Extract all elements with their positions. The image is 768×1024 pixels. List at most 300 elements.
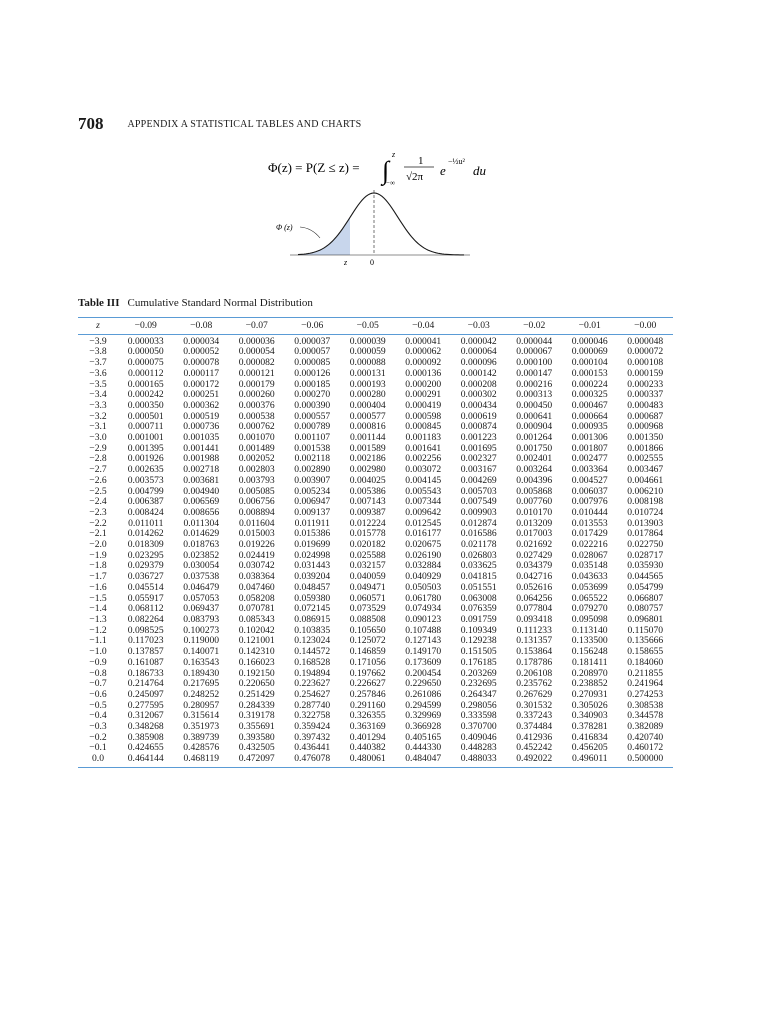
probability-cell: 0.024998 [294,549,331,561]
probability-cell: 0.232695 [460,678,497,690]
z-value-cell: −3.7 [89,357,107,369]
z-value-cell: −1.8 [89,560,107,572]
probability-cell: 0.002118 [294,453,331,465]
z-value-cell: −1.1 [89,635,107,647]
probability-cell: 0.000033 [127,335,164,347]
column-header: −0.00 [618,318,674,335]
probability-cell: 0.059380 [294,592,331,604]
probability-cell: 0.000260 [238,389,275,401]
probability-cell: 0.020675 [405,539,442,551]
probability-cell: 0.186733 [127,667,164,679]
probability-cell: 0.017864 [627,528,664,540]
probability-cell: 0.001807 [571,442,608,454]
probability-cell: 0.063008 [460,592,497,604]
probability-cell: 0.040059 [349,571,386,583]
probability-cell: 0.472097 [229,754,285,767]
table-caption: Cumulative Standard Normal Distribution [127,297,313,309]
probability-cell: 0.030742 [238,560,275,572]
integral-upper: z [392,150,396,159]
probability-cell: 0.058208 [238,592,275,604]
probability-cell: 0.000172 [183,378,220,390]
probability-cell: 0.043633 [571,571,608,583]
probability-cell: 0.004940 [183,485,220,497]
table-row [78,369,673,380]
probability-cell: 0.018763 [183,539,220,551]
probability-cell: 0.095098 [571,613,608,625]
probability-cell: 0.001395 [127,442,164,454]
probability-cell: 0.000067 [516,346,553,358]
cdf-table [78,317,673,768]
probability-cell: 0.000874 [460,421,497,433]
probability-cell: 0.030054 [183,560,220,572]
probability-cell: 0.000519 [183,410,220,422]
probability-cell: 0.008424 [127,506,164,518]
probability-cell: 0.257846 [349,688,386,700]
probability-cell: 0.428576 [183,742,220,754]
probability-cell: 0.109349 [460,624,497,636]
probability-cell: 0.064256 [516,592,553,604]
probability-cell: 0.133500 [571,635,608,647]
column-header: −0.07 [229,318,285,335]
probability-cell: 0.070781 [238,603,275,615]
probability-cell: 0.049471 [349,581,386,593]
probability-cell: 0.001183 [405,432,442,444]
z-value-cell: −2.2 [89,517,107,529]
probability-cell: 0.009642 [405,506,442,518]
probability-cell: 0.007549 [460,496,497,508]
probability-cell: 0.083793 [183,613,220,625]
probability-cell: 0.000050 [127,346,164,358]
probability-cell: 0.051551 [460,581,497,593]
probability-cell: 0.277595 [127,699,164,711]
probability-cell: 0.000404 [349,399,386,411]
probability-cell: 0.294599 [405,699,442,711]
probability-cell: 0.080757 [627,603,664,615]
probability-cell: 0.002718 [183,464,220,476]
probability-cell: 0.002477 [571,453,608,465]
probability-cell: 0.333598 [460,710,497,722]
probability-cell: 0.009387 [349,506,386,518]
page-header [78,114,361,134]
probability-cell: 0.001538 [294,442,331,454]
probability-cell: 0.326355 [349,710,386,722]
z-value-cell: −0.6 [89,688,107,700]
z-value-cell: −1.3 [89,613,107,625]
probability-cell: 0.000064 [460,346,497,358]
probability-cell: 0.370700 [460,721,497,733]
probability-cell: 0.096801 [627,613,664,625]
table-title [78,297,313,309]
probability-cell: 0.011604 [238,517,275,529]
probability-cell: 0.015778 [349,528,386,540]
probability-cell: 0.046479 [183,581,220,593]
probability-cell: 0.044565 [627,571,664,583]
probability-cell: 0.008198 [627,496,664,508]
probability-cell: 0.301532 [516,699,553,711]
probability-cell: 0.000302 [460,389,497,401]
probability-cell: 0.000057 [294,346,331,358]
probability-cell: 0.131357 [516,635,553,647]
phi-z-label: Φ (z) [276,223,293,232]
probability-cell: 0.366928 [405,721,442,733]
fraction-numerator: 1 [418,155,424,167]
probability-cell: 0.000142 [460,367,497,379]
table-body [78,334,673,767]
probability-cell: 0.000054 [238,346,275,358]
probability-cell: 0.001144 [349,432,386,444]
probability-cell: 0.121001 [238,635,275,647]
probability-cell: 0.374484 [516,721,553,733]
probability-cell: 0.001350 [627,432,664,444]
probability-cell: 0.000434 [460,399,497,411]
column-header-z: z [78,318,118,335]
column-header: −0.08 [174,318,230,335]
probability-cell: 0.002555 [627,453,664,465]
probability-cell: 0.001223 [460,432,497,444]
column-header: −0.03 [451,318,507,335]
probability-cell: 0.000419 [405,399,442,411]
probability-cell: 0.000096 [460,357,497,369]
z-value-cell: −3.2 [89,410,107,422]
shaded-area [298,217,350,255]
probability-cell: 0.003072 [405,464,442,476]
probability-cell: 0.000200 [405,378,442,390]
z-value-cell: −0.8 [89,667,107,679]
probability-cell: 0.206108 [516,667,553,679]
table-row [78,658,673,669]
probability-cell: 0.432505 [238,742,275,754]
probability-cell: 0.142310 [238,646,275,658]
probability-cell: 0.022750 [627,539,664,551]
probability-cell: 0.000736 [183,421,220,433]
probability-cell: 0.460172 [627,742,664,754]
probability-cell: 0.000242 [127,389,164,401]
probability-cell: 0.405165 [405,731,442,743]
probability-cell: 0.000362 [183,399,220,411]
probability-cell: 0.158655 [627,646,664,658]
probability-cell: 0.000337 [627,389,664,401]
probability-cell: 0.017003 [516,528,553,540]
probability-cell: 0.149170 [405,646,442,658]
probability-cell: 0.015386 [294,528,331,540]
probability-cell: 0.000046 [571,335,608,347]
column-header: −0.04 [396,318,452,335]
probability-cell: 0.010444 [571,506,608,518]
probability-cell: 0.036727 [127,571,164,583]
probability-cell: 0.000641 [516,410,553,422]
probability-cell: 0.047460 [238,581,275,593]
probability-cell: 0.000108 [627,357,664,369]
probability-cell: 0.032157 [349,560,386,572]
probability-cell: 0.034379 [516,560,553,572]
probability-cell: 0.319178 [238,710,275,722]
probability-cell: 0.125072 [349,635,386,647]
probability-cell: 0.235762 [516,678,553,690]
probability-cell: 0.000042 [460,335,497,347]
probability-cell: 0.006569 [183,496,220,508]
probability-cell: 0.274253 [627,688,664,700]
probability-cell: 0.011011 [128,517,164,529]
page-number: 708 [78,114,104,133]
z-value-cell: −0.1 [89,742,107,754]
probability-cell: 0.041815 [460,571,497,583]
probability-cell: 0.098525 [127,624,164,636]
probability-cell: 0.020182 [349,539,386,551]
probability-cell: 0.401294 [349,731,386,743]
probability-cell: 0.035148 [571,560,608,572]
probability-cell: 0.077804 [516,603,553,615]
probability-cell: 0.023295 [127,549,164,561]
probability-cell: 0.013553 [571,517,608,529]
probability-cell: 0.280957 [183,699,220,711]
probability-cell: 0.241964 [627,678,664,690]
column-header: −0.01 [562,318,618,335]
z-value-cell: −2.5 [89,485,107,497]
probability-cell: 0.117023 [127,635,164,647]
probability-cell: 0.001001 [127,432,164,444]
z-value-cell: −0.9 [89,656,107,668]
probability-cell: 0.107488 [405,624,442,636]
probability-cell: 0.000082 [238,357,275,369]
probability-cell: 0.001489 [238,442,275,454]
probability-cell: 0.007760 [516,496,553,508]
z-value-cell: −0.7 [89,678,107,690]
probability-cell: 0.005868 [516,485,553,497]
formula-lhs: Φ(z) = P(Z ≤ z) = [268,160,360,175]
z-value-cell: −0.4 [89,710,107,722]
probability-cell: 0.000687 [627,410,664,422]
probability-cell: 0.166023 [238,656,275,668]
probability-cell: 0.000075 [127,357,164,369]
probability-cell: 0.181411 [571,656,608,668]
probability-cell: 0.033625 [460,560,497,572]
probability-cell: 0.005543 [405,485,442,497]
probability-cell: 0.000059 [349,346,386,358]
probability-cell: 0.007143 [349,496,386,508]
probability-cell: 0.322758 [294,710,331,722]
probability-cell: 0.351973 [183,721,220,733]
probability-cell: 0.146859 [349,646,386,658]
probability-cell: 0.248252 [183,688,220,700]
probability-cell: 0.448283 [460,742,497,754]
probability-cell: 0.291160 [349,699,386,711]
z-value-cell: −3.5 [89,378,107,390]
probability-cell: 0.393580 [238,731,275,743]
z-value-cell: −3.1 [89,421,107,433]
probability-cell: 0.002186 [349,453,386,465]
probability-cell: 0.001589 [349,442,386,454]
probability-cell: 0.006947 [294,496,331,508]
z-value-cell: −3.8 [89,346,107,358]
probability-cell: 0.017429 [571,528,608,540]
z-value-cell: −2.9 [89,442,107,454]
z-value-cell: −2.6 [89,474,107,486]
probability-cell: 0.163543 [183,656,220,668]
probability-cell: 0.040929 [405,571,442,583]
probability-cell: 0.000280 [349,389,386,401]
column-header: −0.06 [285,318,341,335]
probability-cell: 0.484047 [396,754,452,767]
probability-cell: 0.025588 [349,549,386,561]
probability-cell: 0.000350 [127,399,164,411]
probability-cell: 0.000619 [460,410,497,422]
probability-cell: 0.002401 [516,453,553,465]
probability-cell: 0.029379 [127,560,164,572]
z-value-cell: −1.4 [89,603,107,615]
probability-cell: 0.055917 [127,592,164,604]
z-value-cell: −1.9 [89,549,107,561]
label-pointer [300,227,320,238]
probability-cell: 0.065522 [571,592,608,604]
probability-cell: 0.039204 [294,571,331,583]
probability-cell: 0.115070 [627,624,664,636]
table-row [78,583,673,594]
probability-cell: 0.009137 [294,506,331,518]
probability-cell: 0.105650 [349,624,386,636]
probability-cell: 0.267629 [516,688,553,700]
probability-cell: 0.000291 [405,389,442,401]
probability-cell: 0.091759 [460,613,497,625]
probability-cell: 0.018309 [127,539,164,551]
probability-cell: 0.015003 [238,528,275,540]
probability-cell: 0.363169 [349,721,386,733]
z-value-cell: −3.3 [89,399,107,411]
z-value-cell: −3.4 [89,389,107,401]
probability-cell: 0.068112 [127,603,164,615]
probability-cell: 0.129238 [460,635,497,647]
probability-cell: 0.002890 [294,464,331,476]
probability-cell: 0.004145 [405,474,442,486]
probability-cell: 0.002635 [127,464,164,476]
probability-cell: 0.032884 [405,560,442,572]
probability-cell: 0.420740 [627,731,664,743]
probability-cell: 0.337243 [516,710,553,722]
probability-cell: 0.021178 [460,539,497,551]
probability-cell: 0.153864 [516,646,553,658]
probability-cell: 0.004527 [571,474,608,486]
probability-cell: 0.264347 [460,688,497,700]
probability-cell: 0.000088 [349,357,386,369]
probability-cell: 0.001926 [127,453,164,465]
probability-cell: 0.086915 [294,613,331,625]
probability-cell: 0.412936 [516,731,553,743]
probability-cell: 0.069437 [183,603,220,615]
probability-cell: 0.003264 [516,464,553,476]
probability-cell: 0.184060 [627,656,664,668]
probability-cell: 0.000483 [627,399,664,411]
probability-cell: 0.298056 [460,699,497,711]
probability-cell: 0.019699 [294,539,331,551]
probability-cell: 0.052616 [516,581,553,593]
probability-cell: 0.000233 [627,378,664,390]
probability-cell: 0.001107 [294,432,331,444]
z-value-cell: −1.0 [89,646,107,658]
column-header: −0.02 [507,318,563,335]
probability-cell: 0.005703 [460,485,497,497]
probability-cell: 0.002980 [349,464,386,476]
probability-cell: 0.000117 [183,367,220,379]
probability-cell: 0.004396 [516,474,553,486]
probability-cell: 0.000557 [294,410,331,422]
probability-cell: 0.119000 [183,635,220,647]
probability-cell: 0.076359 [460,603,497,615]
z-value-cell: −2.0 [89,539,107,551]
probability-cell: 0.001988 [183,453,220,465]
probability-cell: 0.456205 [571,742,608,754]
probability-cell: 0.424655 [127,742,164,754]
probability-cell: 0.452242 [516,742,553,754]
probability-cell: 0.027429 [516,549,553,561]
probability-cell: 0.000208 [460,378,497,390]
probability-cell: 0.270931 [571,688,608,700]
probability-cell: 0.488033 [451,754,507,767]
probability-cell: 0.312067 [127,710,164,722]
probability-cell: 0.035930 [627,560,664,572]
probability-cell: 0.220650 [238,678,275,690]
exp-base: e [440,163,446,178]
integral-sign: ∫ [382,156,390,185]
probability-cell: 0.026803 [460,549,497,561]
probability-cell: 0.011911 [294,517,330,529]
probability-cell: 0.000112 [127,367,164,379]
probability-cell: 0.016586 [460,528,497,540]
probability-cell: 0.001441 [183,442,220,454]
probability-cell: 0.066807 [627,592,664,604]
probability-cell: 0.003167 [460,464,497,476]
table-label: Table III [78,297,120,309]
probability-cell: 0.000126 [294,367,331,379]
probability-cell: 0.173609 [405,656,442,668]
probability-cell: 0.000789 [294,421,331,433]
probability-cell: 0.000034 [183,335,220,347]
probability-cell: 0.000052 [183,346,220,358]
probability-cell: 0.003907 [294,474,331,486]
probability-cell: 0.214764 [127,678,164,690]
probability-cell: 0.444330 [405,742,442,754]
probability-cell: 0.200454 [405,667,442,679]
z-value-cell: −3.6 [89,367,107,379]
probability-cell: 0.028067 [571,549,608,561]
z-value-cell: −2.7 [89,464,107,476]
probability-cell: 0.000845 [405,421,442,433]
probability-cell: 0.042716 [516,571,553,583]
probability-cell: 0.245097 [127,688,164,700]
probability-cell: 0.217695 [183,678,220,690]
probability-cell: 0.500000 [618,754,674,767]
probability-cell: 0.013209 [516,517,553,529]
probability-cell: 0.002327 [460,453,497,465]
probability-cell: 0.073529 [349,603,386,615]
probability-cell: 0.102042 [238,624,275,636]
probability-cell: 0.085343 [238,613,275,625]
probability-cell: 0.001306 [571,432,608,444]
probability-cell: 0.000577 [349,410,386,422]
formula-du: du [473,163,486,178]
probability-cell: 0.127143 [405,635,442,647]
z-value-cell: −2.4 [89,496,107,508]
probability-cell: 0.000039 [349,335,386,347]
probability-cell: 0.189430 [183,667,220,679]
probability-cell: 0.000935 [571,421,608,433]
probability-cell: 0.006756 [238,496,275,508]
probability-cell: 0.031443 [294,560,331,572]
probability-cell: 0.385908 [127,731,164,743]
probability-cell: 0.005085 [238,485,275,497]
probability-cell: 0.156248 [571,646,608,658]
probability-cell: 0.171056 [349,656,386,668]
probability-cell: 0.000092 [405,357,442,369]
table-row [78,754,673,767]
